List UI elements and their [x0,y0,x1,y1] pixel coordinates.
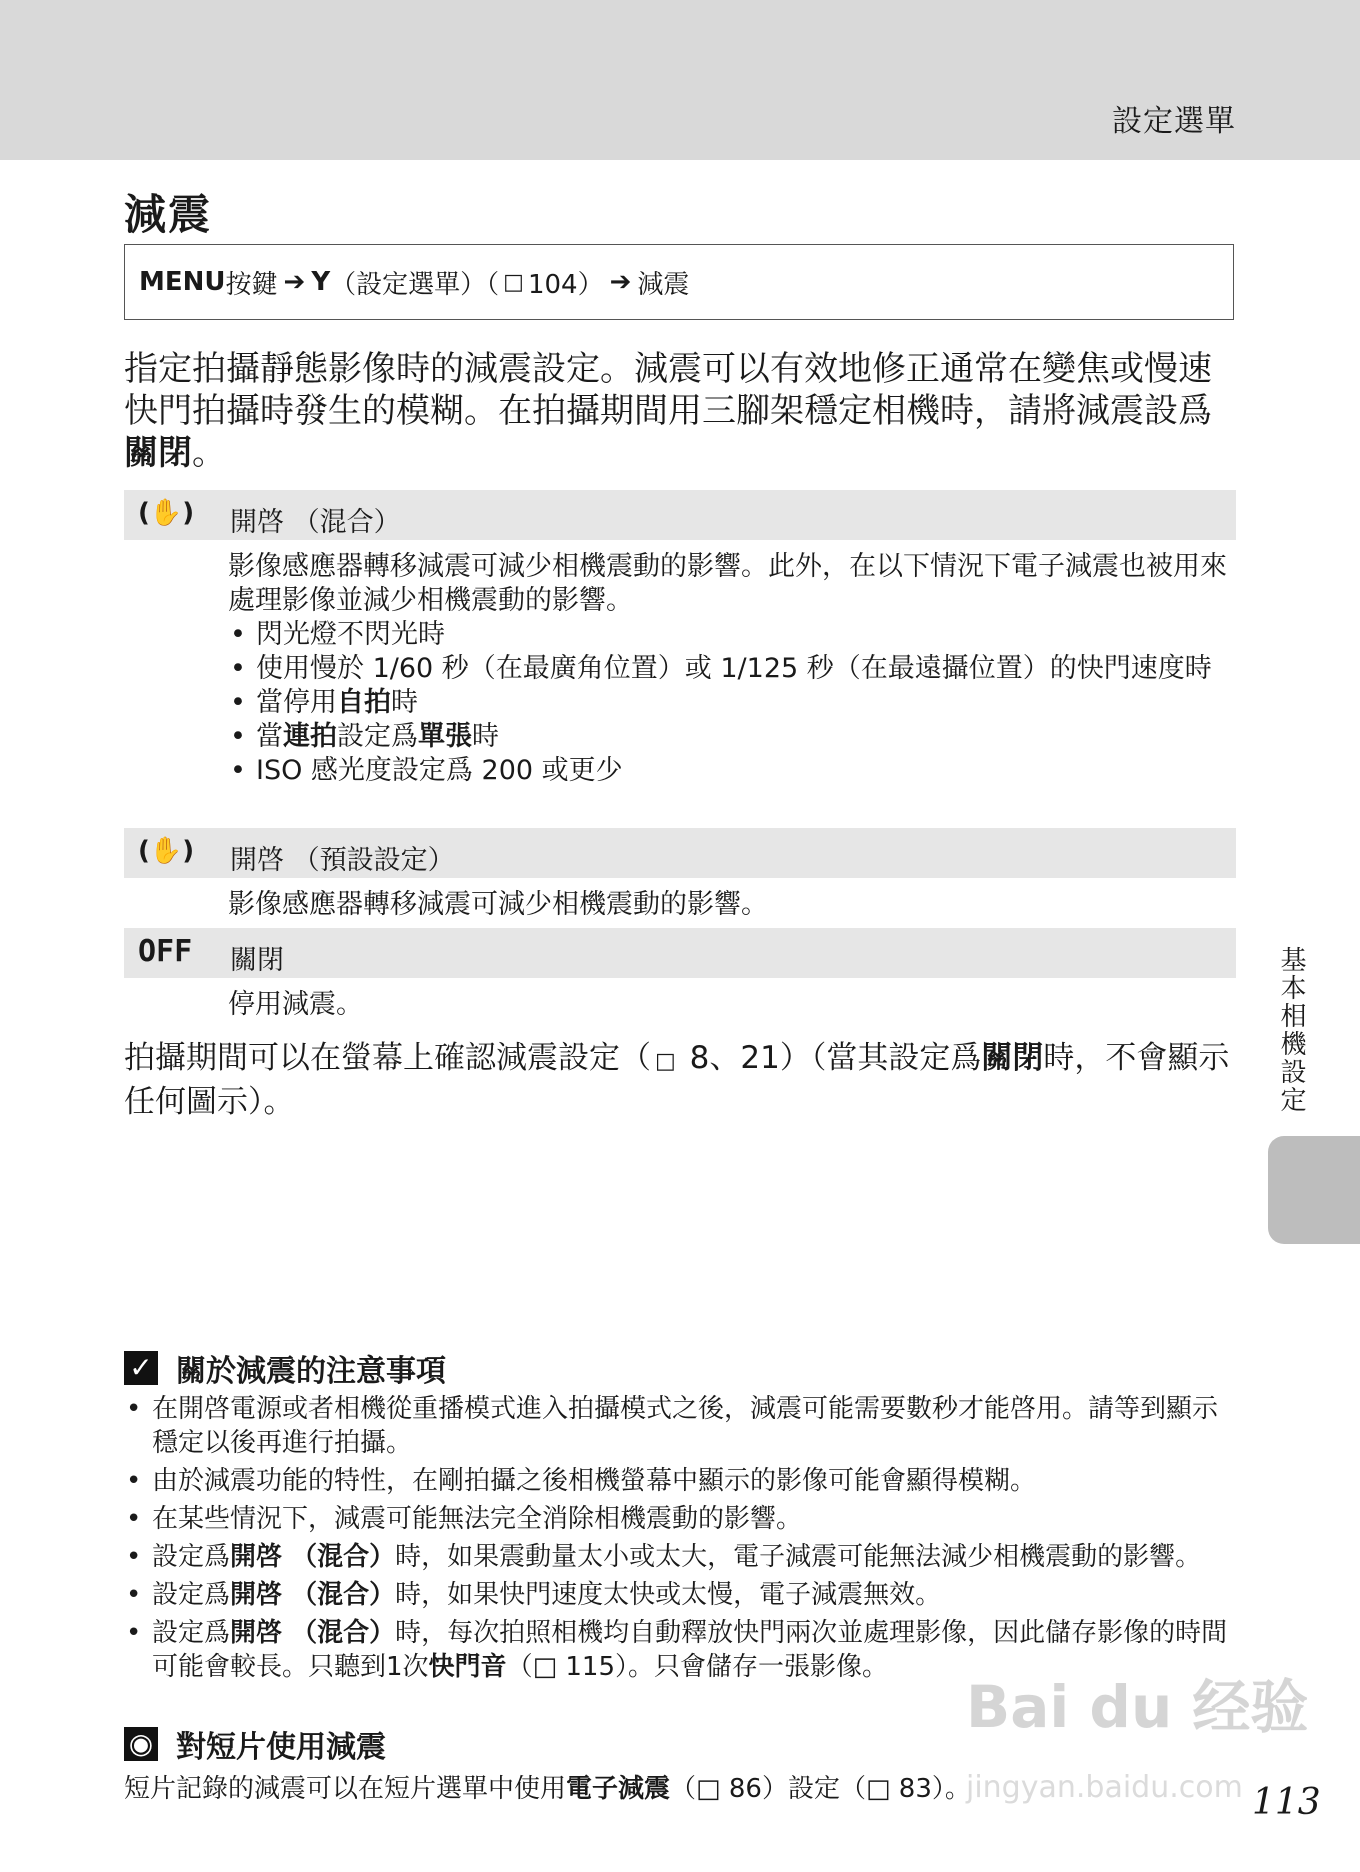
watermark-logo: Bai du 经验 [966,1673,1309,1741]
option-title: 開啓 （混合） [230,507,401,538]
menu-button-label: MENU [139,267,226,297]
option-description-hybrid: 影像感應器轉移減震可減少相機震動的影響。此外，在以下情況下電子減震也被用來處理影像並減少相機震動的影響。 • 閃光燈不閃光時 • 使用慢於 1/60 秒（在最廣角位置）或 1/125 秒（在最遠攝位置）的快門速度時 • 當停用自拍時 • 當連拍設定爲單張時 • ISO 感光度設定爲 200 或更少 [228,550,1228,788]
checkmark-icon: ✓ [124,1351,158,1385]
option-title: 關閉 [230,945,284,976]
option-description-off: 停用減震。 [228,989,363,1020]
hybrid-conditions-list [228,618,1228,788]
wrench-icon: Y [311,267,331,297]
list-item: • 設定爲開啓 （混合）時，每次拍照相機均自動釋放快門兩次並處理影像，因此儲存影像的時間可能會較長。只聽到1次快門音（□ 115）。只會儲存一張影像。 [124,1616,1234,1684]
movie-heading [124,1722,386,1766]
arrow-icon: ➔ [609,267,632,297]
notes-list [124,1392,1234,1688]
book-icon: □ [655,1049,676,1074]
list-item: • 閃光燈不閃光時 [228,618,1228,652]
list-item: • 當停用自拍時 [228,686,1228,720]
option-row-default [124,828,1236,878]
watermark-url: jingyan.baidu.com [966,1770,1243,1805]
page-number: 113 [1252,1782,1321,1823]
menu-target: 減震 [637,269,690,300]
intro-bold: 關閉 [124,433,192,473]
summary-paragraph: 拍攝期間可以在螢幕上確認減震設定（ □ 8、21）（當其設定爲關閉時，不會顯示任何圖示）。 [124,1040,1230,1120]
list-item: • 設定爲開啓 （混合）時，如果快門速度太快或太慢，電子減震無效。 [124,1578,1234,1612]
setup-menu-label: （設定選單）（ [330,269,500,300]
movie-paragraph: 短片記錄的減震可以在短片選單中使用電子減震（□ 86）設定（□ 83）。 [124,1774,971,1804]
intro-paragraph: 指定拍攝靜態影像時的減震設定。減震可以有效地修正通常在變焦或慢速快門拍攝時發生的模糊。在拍攝期間用三腳架穩定相機時，請將減震設爲關閉。 [124,349,1212,473]
option-title: 開啓 （預設設定） [230,845,455,876]
list-item: • 在開啓電源或者相機從重播模式進入拍攝模式之後，減震可能需要數秒才能啓用。請等到顯示穩定以後再進行拍攝。 [124,1392,1234,1460]
list-item: • 由於減震功能的特性，在剛拍攝之後相機螢幕中顯示的影像可能會顯得模糊。 [124,1464,1234,1498]
list-item: • ISO 感光度設定爲 200 或更少 [228,754,1228,788]
option-row-hybrid [124,490,1236,540]
arrow-icon: ➔ [283,267,306,297]
magnifier-icon: ◉ [124,1727,158,1761]
option-row-off [124,928,1236,978]
section-label: 設定選單 [1112,104,1236,139]
list-item: • 設定爲開啓 （混合）時，如果震動量太小或太大，電子減震可能無法減少相機震動的影響。 [124,1540,1234,1574]
option-description-default: 影像感應器轉移減震可減少相機震動的影響。 [228,889,768,920]
list-item: • 使用慢於 1/60 秒（在最廣角位置）或 1/125 秒（在最遠攝位置）的快門速度時 [228,652,1228,686]
page-title: 減震 [124,190,213,239]
book-icon: □ [503,269,524,295]
notes-title: 關於減震的注意事項 [176,1354,446,1389]
vr-on-icon: (✋) [138,836,195,866]
page-reference: 104） [527,269,604,300]
list-item: • 在某些情況下，減震可能無法完全消除相機震動的影響。 [124,1502,1234,1536]
movie-title: 對短片使用減震 [176,1730,386,1765]
menu-path-box [124,244,1234,320]
chapter-tab [1268,1136,1360,1244]
list-item: • 當連拍設定爲單張時 [228,720,1228,754]
vr-hybrid-icon: (✋) [138,498,195,528]
vr-off-icon: OFF [138,934,193,969]
chapter-tab-label: 基本相機設定 [1276,946,1306,1114]
notes-heading [124,1346,446,1390]
menu-key-label: 按鍵 [225,269,278,300]
